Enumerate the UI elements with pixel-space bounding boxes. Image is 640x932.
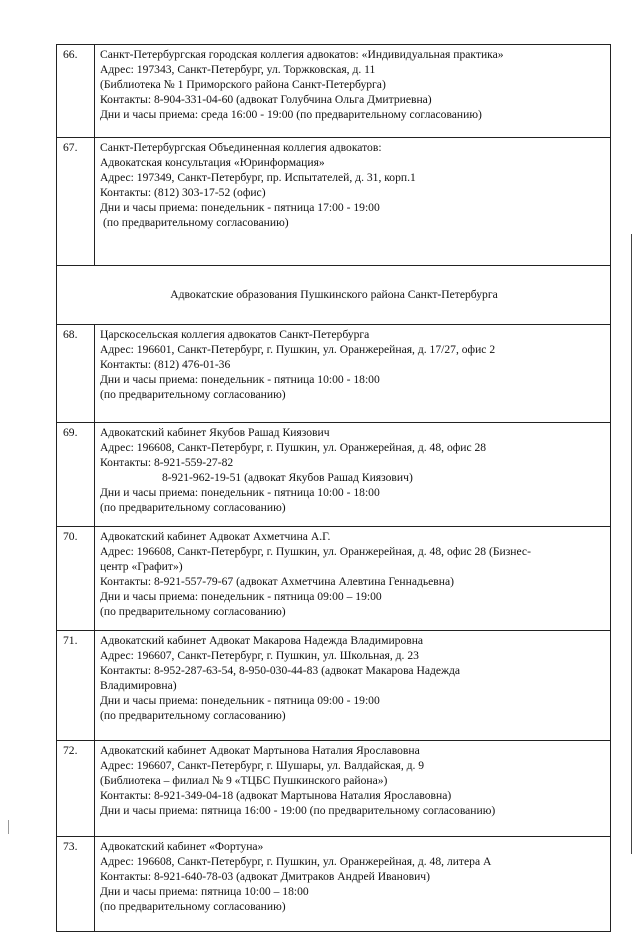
table-row	[57, 631, 611, 741]
entry-line: Дни и часы приема: пятница 10:00 – 18:00	[100, 885, 309, 898]
table-row	[57, 138, 611, 266]
entry-line: (Библиотека – филиал № 9 «ТЦБС Пушкинского района»)	[100, 774, 388, 787]
entry-line: Дни и часы приема: понедельник - пятница 17:00 - 19:00	[100, 201, 380, 214]
entry-line: Дни и часы приема: понедельник - пятница 10:00 - 18:00	[100, 486, 380, 499]
entry-number: 72.	[57, 741, 95, 837]
entry-line: Контакты: 8-921-349-04-18 (адвокат Мартынова Наталия Ярославовна)	[100, 789, 452, 802]
entry-line: Контакты: 8-952-287-63-54, 8-950-030-44-83 (адвокат Макарова Надежда	[100, 664, 461, 677]
entry-details	[95, 45, 611, 138]
table-row	[57, 423, 611, 527]
entry-line: Дни и часы приема: пятница 16:00 - 19:00 (по предварительному согласованию)	[100, 804, 496, 817]
advocates-table	[56, 44, 611, 932]
entry-line: Адвокатская консультация «Юринформация»	[100, 156, 325, 169]
entry-line: Дни и часы приема: понедельник - пятница 09:00 – 19:00	[100, 590, 382, 603]
table-body-bottom	[57, 325, 611, 932]
entry-line: Адрес: 196608, Санкт-Петербург, г. Пушкин, ул. Оранжерейная, д. 48, офис 28	[100, 441, 487, 454]
entry-line: Адрес: 196601, Санкт-Петербург, г. Пушкин, ул. Оранжерейная, д. 17/27, офис 2	[100, 343, 496, 356]
section-header	[57, 266, 611, 325]
entry-line: Контакты: 8-904-331-04-60 (адвокат Голубчина Ольга Дмитриевна)	[100, 93, 432, 106]
entry-line: (по предварительному согласованию)	[100, 709, 286, 722]
section-title: Адвокатские образования Пушкинского района Санкт-Петербурга	[57, 266, 611, 325]
entry-line: Владимировна)	[100, 679, 177, 692]
entry-line: Дни и часы приема: понедельник - пятница 10:00 - 18:00	[100, 373, 380, 386]
table-row	[57, 741, 611, 837]
entry-line: Адрес: 196608, Санкт-Петербург, г. Пушкин, ул. Оранжерейная, д. 48, литера А	[100, 855, 492, 868]
entry-line: Адрес: 196607, Санкт-Петербург, г. Шушары, ул. Валдайская, д. 9	[100, 759, 425, 772]
scan-margin-mark	[8, 820, 9, 834]
entry-details	[95, 527, 611, 631]
entry-details	[95, 837, 611, 932]
entry-number: 70.	[57, 527, 95, 631]
entry-line: Адвокатский кабинет Адвокат Ахметчина А.Г.	[100, 530, 331, 543]
section-row	[57, 266, 611, 325]
entry-details	[95, 325, 611, 423]
table-row	[57, 527, 611, 631]
table-row	[57, 837, 611, 932]
entry-line: Адрес: 196607, Санкт-Петербург, г. Пушкин, ул. Школьная, д. 23	[100, 649, 419, 662]
entry-line: Адрес: 196608, Санкт-Петербург, г. Пушкин, ул. Оранжерейная, д. 48, офис 28 (Бизнес-	[100, 545, 531, 558]
entry-details	[95, 138, 611, 266]
entry-line: Дни и часы приема: понедельник - пятница 09:00 - 19:00	[100, 694, 380, 707]
entry-details	[95, 741, 611, 837]
table-row	[57, 45, 611, 138]
entry-details	[95, 631, 611, 741]
entry-line: Санкт-Петербургская Объединенная коллегия адвокатов:	[100, 141, 382, 154]
entry-line: Санкт-Петербургская городская коллегия адвокатов: «Индивидуальная практика»	[100, 48, 504, 61]
table-row	[57, 325, 611, 423]
table-body-top	[57, 45, 611, 266]
entry-details	[95, 423, 611, 527]
entry-number: 69.	[57, 423, 95, 527]
entry-line: Контакты: 8-921-640-78-03 (адвокат Дмитраков Андрей Иванович)	[100, 870, 430, 883]
entry-line: Адвокатский кабинет Адвокат Мартынова Наталия Ярославовна	[100, 744, 420, 757]
entry-number: 66.	[57, 45, 95, 138]
entry-line: Контакты: (812) 476-01-36	[100, 358, 231, 371]
entry-line: Адвокатский кабинет «Фортуна»	[100, 840, 264, 853]
entry-line: (по предварительному согласованию)	[100, 900, 286, 913]
entry-line: (по предварительному согласованию)	[100, 501, 286, 514]
entry-number: 71.	[57, 631, 95, 741]
entry-line: Адрес: 197349, Санкт-Петербург, пр. Испытателей, д. 31, корп.1	[100, 171, 416, 184]
entry-line: Дни и часы приема: среда 16:00 - 19:00 (по предварительному согласованию)	[100, 108, 482, 121]
entry-number: 68.	[57, 325, 95, 423]
entry-line: Адвокатский кабинет Адвокат Макарова Надежда Владимировна	[100, 634, 424, 647]
entry-line: центр «Графит»)	[100, 560, 183, 573]
entry-line: (по предварительному согласованию)	[103, 216, 289, 229]
entry-line: Царскосельская коллегия адвокатов Санкт-Петербурга	[100, 328, 370, 341]
scan-edge-line	[631, 234, 632, 854]
entry-number: 73.	[57, 837, 95, 932]
entry-line: (Библиотека № 1 Приморского района Санкт-Петербурга)	[100, 78, 386, 91]
entry-line: (по предварительному согласованию)	[100, 388, 286, 401]
entry-line: Адрес: 197343, Санкт-Петербург, ул. Торжковская, д. 11	[100, 63, 376, 76]
entry-line: Контакты: 8-921-559-27-82	[100, 456, 234, 469]
entry-line: 8-921-962-19-51 (адвокат Якубов Рашад Киязович)	[162, 471, 413, 484]
entry-number: 67.	[57, 138, 95, 266]
entry-line: (по предварительному согласованию)	[100, 605, 286, 618]
entry-line: Адвокатский кабинет Якубов Рашад Киязович	[100, 426, 330, 439]
entry-line: Контакты: 8-921-557-79-67 (адвокат Ахметчина Алевтина Геннадьевна)	[100, 575, 454, 588]
entry-line: Контакты: (812) 303-17-52 (офис)	[100, 186, 266, 199]
